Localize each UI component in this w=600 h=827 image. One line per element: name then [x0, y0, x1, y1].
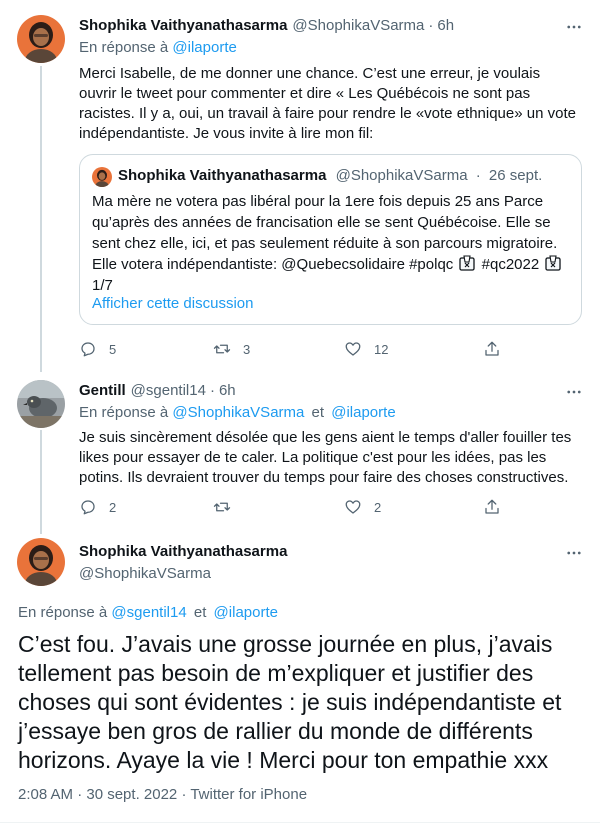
reply-icon [79, 340, 97, 358]
quote-text-part3: 1/7 [92, 277, 113, 294]
reply-mention[interactable]: @ShophikaVSarma [172, 404, 305, 421]
author-name[interactable]: Shophika Vaithyanathasarma [79, 17, 288, 34]
like-count: 2 [374, 499, 382, 515]
quote-text [92, 191, 572, 296]
quote-text-part2: #qc2022 [481, 256, 540, 273]
reply-count: 5 [109, 341, 117, 357]
like-count: 12 [374, 341, 389, 357]
author-name[interactable]: Gentill [79, 382, 126, 399]
more-options-icon[interactable] [564, 17, 584, 37]
reply-context [79, 39, 237, 56]
reply-and: et [193, 604, 207, 621]
like-action[interactable] [344, 340, 388, 358]
avatar-shophika[interactable] [17, 538, 65, 586]
reply-mention[interactable]: @ilaporte [172, 39, 237, 56]
more-options-icon[interactable] [564, 543, 584, 563]
avatar-shophika[interactable] [17, 15, 65, 63]
retweet-action[interactable] [213, 498, 231, 516]
reply-prefix: En réponse à [79, 404, 169, 421]
separator-dot: · [209, 382, 215, 399]
reply-context [79, 404, 396, 421]
tweet-time[interactable]: 6h [218, 382, 236, 399]
thread-line [40, 66, 42, 372]
quote-time: 26 sept. [488, 167, 543, 184]
ballot-box-emoji-icon [459, 255, 475, 271]
reply-prefix: En réponse à [18, 604, 108, 621]
quote-avatar [92, 167, 112, 187]
heart-icon [344, 340, 362, 358]
thread-line [40, 430, 42, 534]
tweet-text: Merci Isabelle, de me donner une chance. C’est une erreur, je voulais ouvrir le tweet pour commenter et dire « Les Québécois ne sont pas racistes. Il y a, oui, un travail à faire pour rendre le «vote ethnique» un vote indépendantiste. Je vous invite à lire mon fil: [79, 65, 576, 142]
reply-icon [79, 498, 97, 516]
author-handle[interactable]: @ShophikaVSarma [292, 17, 425, 34]
reply-mention[interactable]: @ilaporte [213, 604, 278, 621]
retweet-action[interactable] [213, 340, 250, 358]
reply-prefix: En réponse à [79, 39, 169, 56]
reply-and: et [311, 404, 325, 421]
reply-mention[interactable]: @ilaporte [331, 404, 396, 421]
quote-author-handle: @ShophikaVSarma [335, 167, 468, 184]
quote-header [118, 167, 542, 184]
share-action[interactable] [483, 340, 501, 358]
quoted-tweet[interactable] [79, 154, 582, 325]
main-tweet-text: C’est fou. J’avais une grosse journée en plus, j’avais tellement pas besoin de m’expliquer et justifier des choses qui sont évidentes : je suis indépendantiste et j’essaye ben gros de rallier du monde de différents horizons. Ayaye la vie ! Merci pour ton empathie xxx [18, 631, 562, 773]
share-action[interactable] [483, 498, 501, 516]
author-handle[interactable]: @ShophikaVSarma [79, 565, 211, 582]
tweet-header [79, 17, 454, 34]
separator-dot: · [428, 17, 434, 34]
author-name[interactable]: Shophika Vaithyanathasarma [79, 543, 288, 560]
quote-author-name: Shophika Vaithyanathasarma [118, 167, 327, 184]
tweet-timestamp[interactable]: 2:08 AM · 30 sept. 2022 · Twitter for iPhone [18, 786, 308, 803]
quote-text-part1: Ma mère ne votera pas libéral pour la 1ere fois depuis 25 ans Parce qu’après des années de francisation elle se sent Québécoise. Elle se sent chez elle, ici, et pas seulement réduite à son parcours migratoire. Elle votera indépendantiste: @Quebecsolidaire #polqc [92, 193, 558, 273]
retweet-count: 3 [243, 341, 251, 357]
share-icon [483, 498, 501, 516]
like-action[interactable] [344, 498, 381, 516]
reply-count: 2 [109, 499, 117, 515]
reply-action[interactable] [79, 340, 116, 358]
reply-context [18, 604, 278, 621]
heart-icon [344, 498, 362, 516]
avatar-gentill[interactable] [17, 380, 65, 428]
author-handle[interactable]: @sgentil14 [130, 382, 206, 399]
ballot-box-emoji-icon [545, 255, 561, 271]
reply-action[interactable] [79, 498, 116, 516]
tweet-header [79, 382, 236, 399]
share-icon [483, 340, 501, 358]
separator-dot: · [475, 167, 481, 184]
retweet-icon [213, 498, 231, 516]
more-options-icon[interactable] [564, 382, 584, 402]
tweet-time[interactable]: 6h [437, 17, 455, 34]
retweet-icon [213, 340, 231, 358]
divider [0, 822, 600, 823]
show-thread-link[interactable]: Afficher cette discussion [92, 295, 254, 312]
reply-mention[interactable]: @sgentil14 [111, 604, 187, 621]
tweet-text: Je suis sincèrement désolée que les gens aient le temps d'aller fouiller tes likes pour essayer de te caler. La politique c'est pour les idées, pas les potins. Ils devraient trouver du temps pour faire des choses constructives. [79, 429, 572, 486]
